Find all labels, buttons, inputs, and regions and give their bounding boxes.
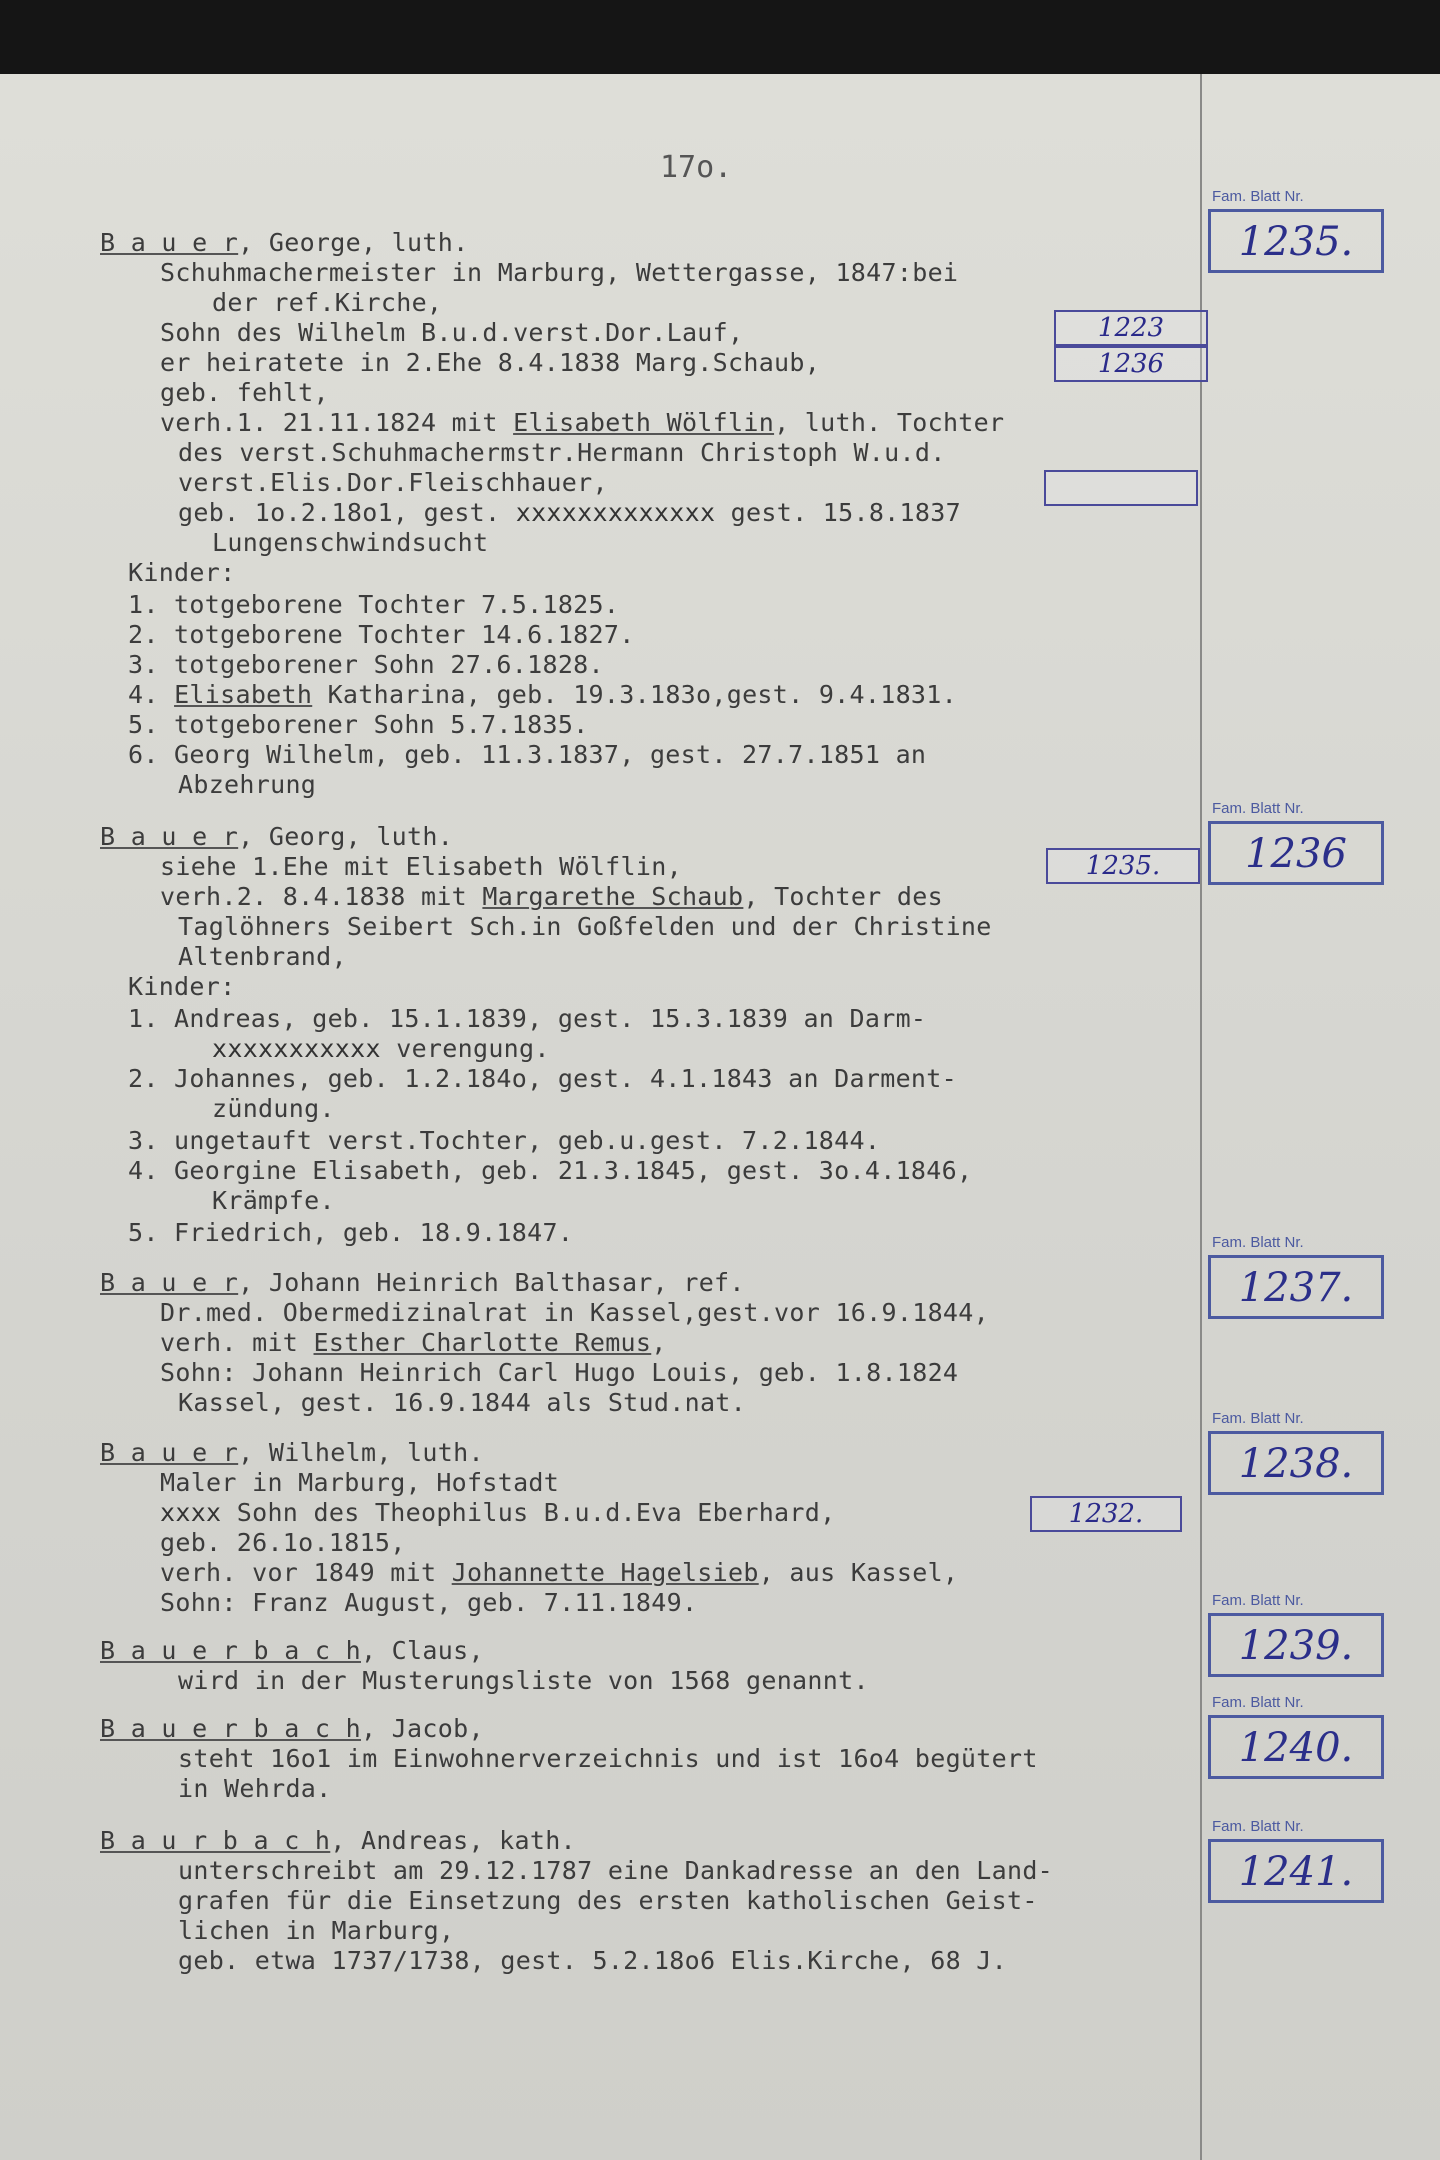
fam-label: Fam. Blatt Nr. [1212,188,1304,205]
fam-blatt-1237 [1208,1234,1388,1319]
entry-heading [100,1438,484,1468]
given-name: , Andreas, kath. [330,1826,576,1855]
given-name: , Wilhelm, luth. [238,1438,484,1467]
entry-line [212,1034,550,1064]
entry-line: Sohn des Wilhelm B.u.d.verst.Dor.Lauf, [160,318,744,347]
entry-line: siehe 1.Ehe mit Elisabeth Wölflin, [160,852,682,881]
marriage-text: verh. mit [160,1328,314,1357]
entry-line: Sohn: Johann Heinrich Carl Hugo Louis, geb. 1.8.1824 [160,1358,959,1387]
page-number: 17o. [660,150,733,185]
spouse-name: Esther Charlotte Remus [313,1328,652,1357]
child-line: 1. totgeborene Tochter 7.5.1825. [128,590,620,619]
entry-heading [100,228,468,258]
entry-line: Lungenschwindsucht [212,528,489,557]
fam-number: 1236 [1208,821,1384,885]
child-line: 5. totgeborener Sohn 5.7.1835. [128,710,589,739]
margin-divider [1200,74,1202,2160]
fam-blatt-1240 [1208,1694,1388,1779]
entry-line: geb. fehlt, [160,378,329,407]
child-line [128,680,957,710]
top-bar [0,0,1440,74]
entry-heading [100,822,453,852]
spouse-suffix: , aus Kassel, [758,1558,959,1587]
surname: B a u e r [100,822,239,851]
entry-line: verst.Elis.Dor.Fleischhauer, [178,468,608,497]
child-line: 1. Andreas, geb. 15.1.1839, gest. 15.3.1839 an Darm- [128,1004,927,1033]
fam-label: Fam. Blatt Nr. [1212,1234,1304,1251]
fam-blatt-1238 [1208,1410,1388,1495]
surname: B a u e r [100,228,239,257]
struck-text: xxxxxxxxxxx [212,1034,381,1063]
given-name: , Johann Heinrich Balthasar, ref. [238,1268,745,1297]
spouse-name: Elisabeth Wölflin [513,408,775,437]
entry-line: der ref.Kirche, [212,288,443,317]
surname: B a u e r [100,1438,239,1467]
fam-label: Fam. Blatt Nr. [1212,1410,1304,1427]
entry-line: Taglöhners Seibert Sch.in Goßfelden und der Christine [178,912,992,941]
entry-line: Kinder: [128,558,236,587]
entry-heading [100,1268,745,1298]
fam-label: Fam. Blatt Nr. [1212,1694,1304,1711]
surname: B a u r b a c h [100,1826,331,1855]
fam-number: 1240. [1208,1715,1384,1779]
entry-line [178,498,961,528]
struck-text: xxxx [160,1498,222,1527]
fam-number: 1237. [1208,1255,1384,1319]
given-name: , Jacob, [360,1714,484,1743]
child-number: 4. [128,680,175,709]
spouse-suffix: , [651,1328,667,1357]
surname: B a u e r [100,1268,239,1297]
child-line: 2. totgeborene Tochter 14.6.1827. [128,620,635,649]
entry-line: Schuhmachermeister in Marburg, Wettergasse, 1847:bei [160,258,959,287]
child-details: Katharina, geb. 19.3.183o,gest. 9.4.1831. [312,680,957,709]
entry-line: Kinder: [128,972,236,1001]
entry-line: Altenbrand, [178,942,347,971]
fam-blatt-1239 [1208,1592,1388,1677]
fam-blatt-1236 [1208,800,1388,885]
given-name: , Georg, luth. [238,822,454,851]
entry-line: des verst.Schuhmachermstr.Hermann Christoph W.u.d. [178,438,946,467]
cross-reference-box: 1232. [1030,1496,1182,1532]
birth-text: geb. 1o.2.18o1, gest. [178,498,516,527]
entry-line [160,1558,958,1588]
entry-line: wird in der Musterungsliste von 1568 genannt. [178,1666,869,1695]
struck-text: xxxxxxxxxxxxx [515,498,716,527]
spouse-name: Margarethe Schaub [482,882,744,911]
entry-line: grafen für die Einsetzung des ersten katholischen Geist- [178,1886,1038,1915]
cross-reference-box [1044,470,1198,506]
fam-number: 1238. [1208,1431,1384,1495]
entry-line: lichen in Marburg, [178,1916,455,1945]
spouse-name: Johannette Hagelsieb [451,1558,759,1587]
cross-reference-box: 1236 [1054,346,1208,382]
entry-line [160,1328,667,1358]
cross-reference-box: 1235. [1046,848,1200,884]
fam-label: Fam. Blatt Nr. [1212,1818,1304,1835]
line-text: verengung. [380,1034,550,1063]
cross-reference-box: 1223 [1054,310,1208,346]
entry-line [160,1498,835,1528]
entry-line: Krämpfe. [212,1186,335,1215]
entry-line [160,408,1004,438]
spouse-suffix: , Tochter des [743,882,943,911]
child-line: 6. Georg Wilhelm, geb. 11.3.1837, gest. 27.7.1851 an [128,740,927,769]
surname: B a u e r b a c h [100,1636,361,1665]
entry-heading [100,1636,484,1666]
child-line: 4. Georgine Elisabeth, geb. 21.3.1845, gest. 3o.4.1846, [128,1156,973,1185]
entry-line: steht 16o1 im Einwohnerverzeichnis und ist 16o4 begütert [178,1744,1038,1773]
entry-heading [100,1714,484,1744]
entry-line: Sohn: Franz August, geb. 7.11.1849. [160,1588,698,1617]
fam-number: 1235. [1208,209,1384,273]
entry-line: Kassel, gest. 16.9.1844 als Stud.nat. [178,1388,746,1417]
given-name: , Claus, [360,1636,484,1665]
entry-line [160,882,943,912]
child-line: 5. Friedrich, geb. 18.9.1847. [128,1218,574,1247]
fam-label: Fam. Blatt Nr. [1212,800,1304,817]
marriage-text: verh.1. 21.11.1824 mit [160,408,514,437]
child-line: 3. ungetauft verst.Tochter, geb.u.gest. 7.2.1844. [128,1126,881,1155]
entry-line: Dr.med. Obermedizinalrat in Kassel,gest.vor 16.9.1844, [160,1298,989,1327]
fam-blatt-1235 [1208,188,1388,273]
given-name: , George, luth. [238,228,469,257]
entry-line: Maler in Marburg, Hofstadt [160,1468,560,1497]
marriage-text: verh.2. 8.4.1838 mit [160,882,483,911]
entry-line: geb. 26.1o.1815, [160,1528,406,1557]
entry-heading [100,1826,576,1856]
child-name: Elisabeth [174,680,313,709]
surname: B a u e r b a c h [100,1714,361,1743]
child-line: 3. totgeborener Sohn 27.6.1828. [128,650,604,679]
fam-number: 1239. [1208,1613,1384,1677]
marriage-text: verh. vor 1849 mit [160,1558,452,1587]
entry-line: in Wehrda. [178,1774,332,1803]
spouse-suffix: , luth. Tochter [774,408,1005,437]
entry-line: zündung. [212,1094,335,1123]
entry-line: unterschreibt am 29.12.1787 eine Dankadresse an den Land- [178,1856,1054,1885]
fam-number: 1241. [1208,1839,1384,1903]
fam-label: Fam. Blatt Nr. [1212,1592,1304,1609]
entry-line: er heiratete in 2.Ehe 8.4.1838 Marg.Schaub, [160,348,821,377]
child-line: 2. Johannes, geb. 1.2.184o, gest. 4.1.1843 an Darment- [128,1064,957,1093]
entry-line: Abzehrung [178,770,317,799]
death-text: gest. 15.8.1837 [715,498,961,527]
fam-blatt-1241 [1208,1818,1388,1903]
line-text: Sohn des Theophilus B.u.d.Eva Eberhard, [221,1498,836,1527]
entry-line: geb. etwa 1737/1738, gest. 5.2.18o6 Elis.Kirche, 68 J. [178,1946,1007,1975]
